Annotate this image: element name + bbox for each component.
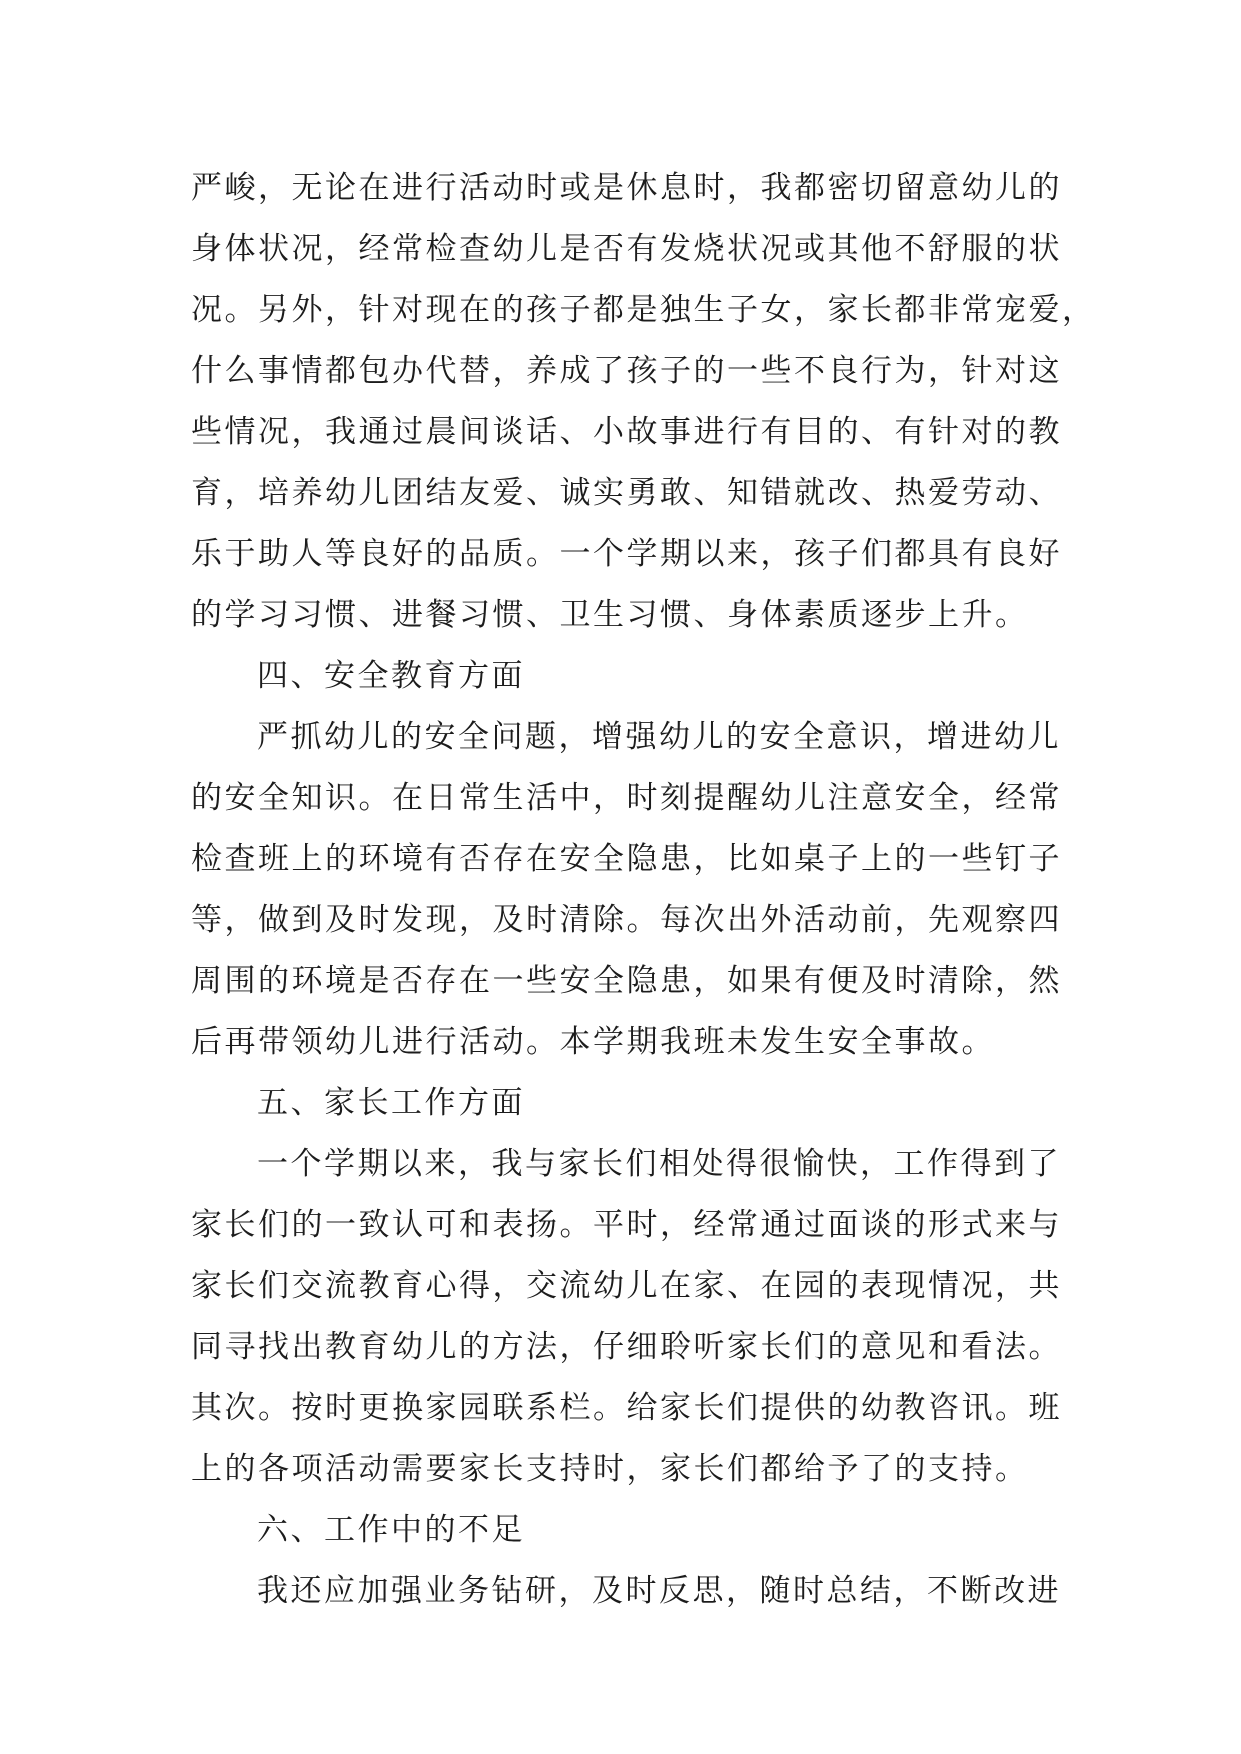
paragraph-line: 严峻，无论在进行活动时或是休息时，我都密切留意幼儿的 [191,170,1062,206]
paragraph-line: 一个学期以来，我与家长们相处得很愉快，工作得到了 [257,1146,1061,1182]
paragraph-line: 乐于助人等良好的品质。一个学期以来，孩子们都具有良好 [191,536,1062,572]
paragraph-line: 同寻找出教育幼儿的方法，仔细聆听家长们的意见和看法。 [191,1329,1062,1365]
paragraph-line: 些情况，我通过晨间谈话、小故事进行有目的、有针对的教 [191,414,1062,450]
paragraph-line: 严抓幼儿的安全问题，增强幼儿的安全意识，增进幼儿 [257,719,1061,755]
paragraph-line: 周围的环境是否存在一些安全隐患，如果有便及时清除，然 [191,963,1062,999]
paragraph-line: 我还应加强业务钻研，及时反思，随时总结，不断改进 [257,1573,1061,1609]
paragraph-line: 家长们的一致认可和表扬。平时，经常通过面谈的形式来与 [191,1207,1062,1243]
paragraph-line: 其次。按时更换家园联系栏。给家长们提供的幼教咨讯。班 [191,1390,1062,1426]
paragraph-line: 等，做到及时发现，及时清除。每次出外活动前，先观察四 [191,902,1062,938]
paragraph-line: 检查班上的环境有否存在安全隐患，比如桌子上的一些钉子 [191,841,1062,877]
paragraph-line: 上的各项活动需要家长支持时，家长们都给予了的支持。 [191,1451,1029,1487]
paragraph-line: 身体状况，经常检查幼儿是否有发烧状况或其他不舒服的状 [191,231,1062,267]
paragraph-line: 育，培养幼儿团结友爱、诚实勇敢、知错就改、热爱劳动、 [191,475,1062,511]
paragraph-line: 家长们交流教育心得，交流幼儿在家、在园的表现情况，共 [191,1268,1062,1304]
paragraph-line: 况。另外，针对现在的孩子都是独生子女，家长都非常宠爱， [191,292,1096,328]
section-heading: 四、安全教育方面 [257,658,525,694]
document-body [191,158,1096,1622]
paragraph-line: 的安全知识。在日常生活中，时刻提醒幼儿注意安全，经常 [191,780,1062,816]
section-heading: 五、家长工作方面 [257,1085,525,1121]
paragraph-line: 后再带领幼儿进行活动。本学期我班未发生安全事故。 [191,1024,995,1060]
paragraph-line: 什么事情都包办代替，养成了孩子的一些不良行为，针对这 [191,353,1062,389]
paragraph-line: 的学习习惯、进餐习惯、卫生习惯、身体素质逐步上升。 [191,597,1029,633]
section-heading: 六、工作中的不足 [257,1512,525,1548]
